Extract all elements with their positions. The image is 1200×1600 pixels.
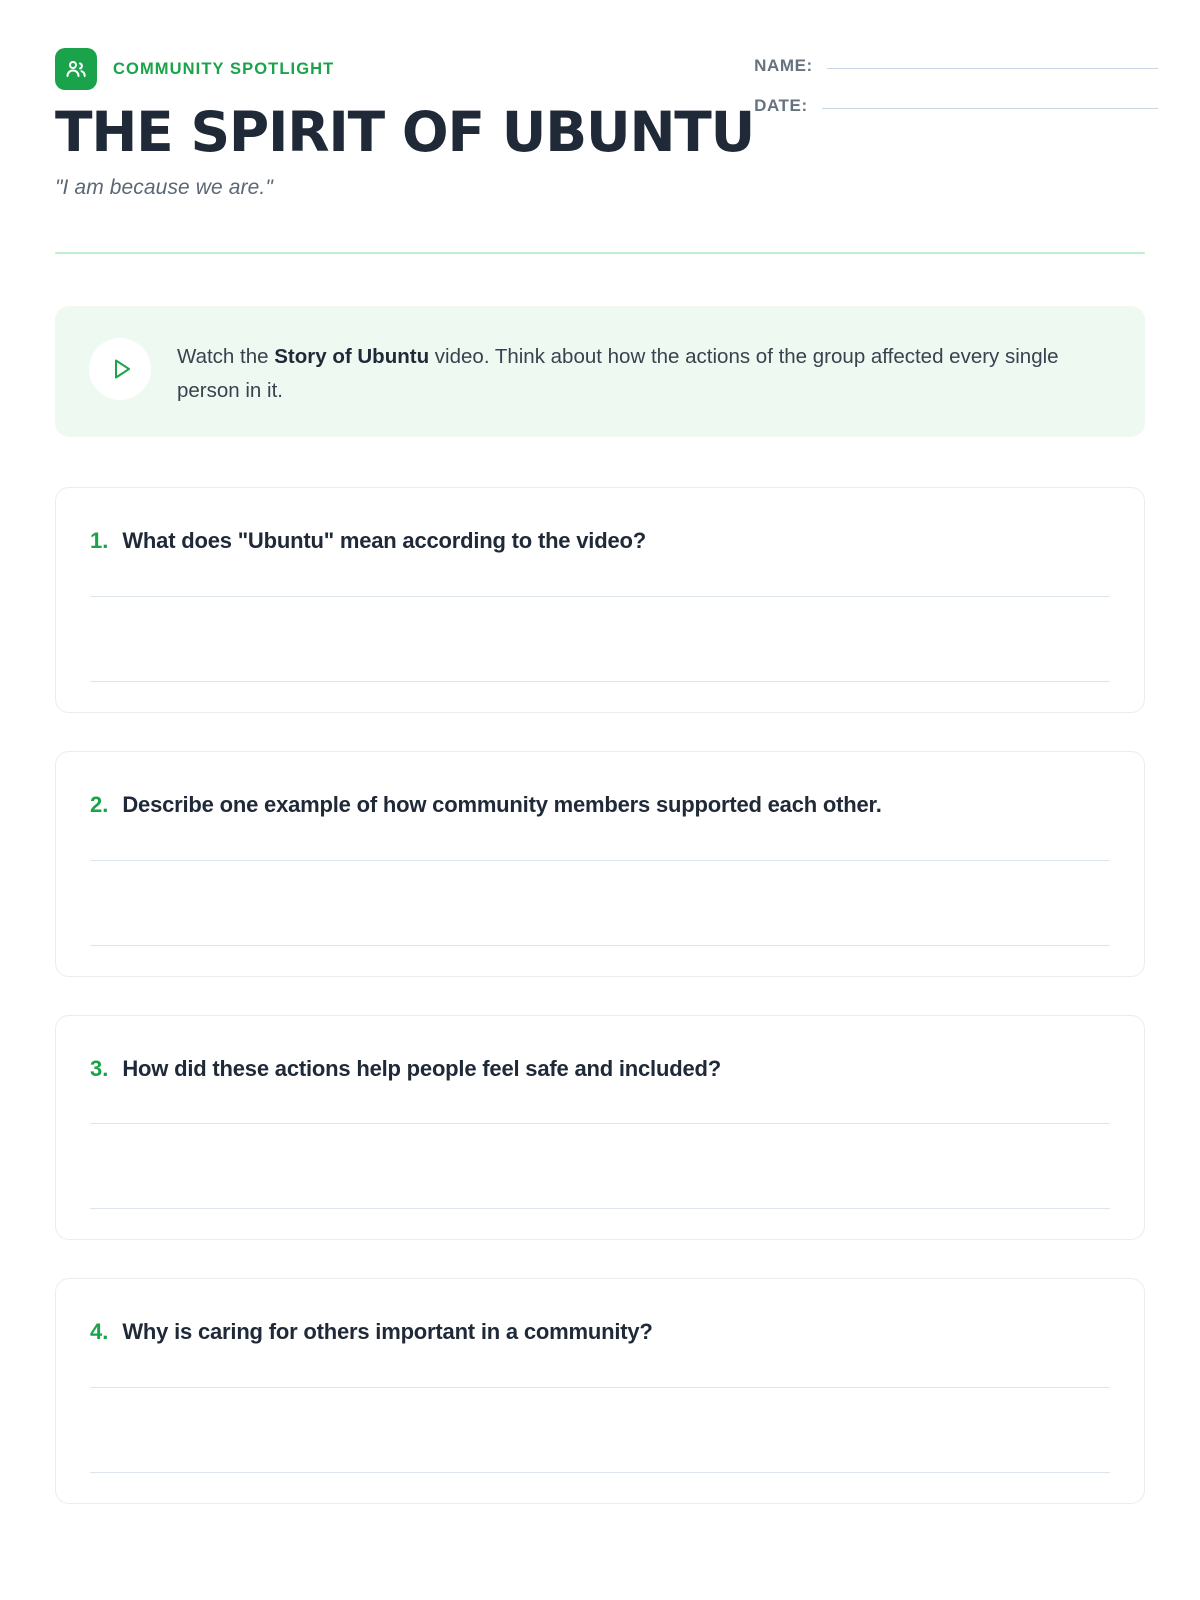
instruction-text-after: video. Think about how the actions of the group affected every single person in it. — [177, 344, 1059, 402]
answer-line — [90, 1472, 1110, 1473]
question-heading — [90, 1054, 1110, 1084]
answer-area[interactable] — [90, 1387, 1110, 1473]
instruction-text — [177, 336, 1111, 408]
question-number: 1. — [90, 528, 109, 554]
instruction-text-before: Watch the — [177, 344, 275, 368]
name-field-label: NAME: — [754, 56, 813, 75]
answer-line — [90, 1208, 1110, 1209]
answer-gap — [90, 597, 1110, 681]
page-title: THE SPIRIT OF UBUNTU — [55, 100, 755, 164]
community-people-icon — [55, 48, 97, 90]
brand-label: COMMUNITY SPOTLIGHT — [113, 59, 335, 78]
answer-gap — [90, 1124, 1110, 1208]
instruction-text-bold: Story of Ubuntu — [274, 344, 430, 368]
question-heading — [90, 526, 1110, 556]
name-input[interactable] — [827, 68, 1158, 69]
answer-gap — [90, 1388, 1110, 1472]
date-field-label: DATE: — [754, 96, 808, 115]
answer-line — [90, 681, 1110, 682]
question-heading — [90, 1317, 1110, 1347]
header-left — [55, 48, 754, 200]
name-field-row — [754, 56, 1158, 76]
brand-row — [55, 48, 754, 90]
question-text: What does "Ubuntu" mean according to the video? — [122, 528, 646, 554]
header-divider — [55, 252, 1145, 254]
question-card — [55, 1278, 1145, 1504]
question-text: How did these actions help people feel safe and included? — [122, 1055, 721, 1081]
question-number: 3. — [90, 1055, 109, 1081]
question-text: Why is caring for others important in a community? — [122, 1319, 653, 1345]
question-list — [55, 487, 1145, 1504]
question-card — [55, 487, 1145, 713]
answer-line — [90, 945, 1110, 946]
question-heading — [90, 790, 1110, 820]
date-field-row — [754, 96, 1158, 116]
question-card — [55, 751, 1145, 977]
worksheet-header — [55, 0, 1145, 200]
question-card — [55, 1015, 1145, 1241]
answer-area[interactable] — [90, 1123, 1110, 1209]
answer-gap — [90, 861, 1110, 945]
question-number: 2. — [90, 792, 109, 818]
play-icon[interactable] — [89, 338, 151, 400]
page-subtitle: "I am because we are." — [55, 175, 273, 199]
instruction-banner — [55, 306, 1145, 438]
question-text: Describe one example of how community members supported each other. — [122, 792, 882, 818]
student-fields — [754, 48, 1158, 136]
answer-area[interactable] — [90, 860, 1110, 946]
question-number: 4. — [90, 1319, 109, 1345]
answer-area[interactable] — [90, 596, 1110, 682]
date-input[interactable] — [822, 108, 1158, 109]
